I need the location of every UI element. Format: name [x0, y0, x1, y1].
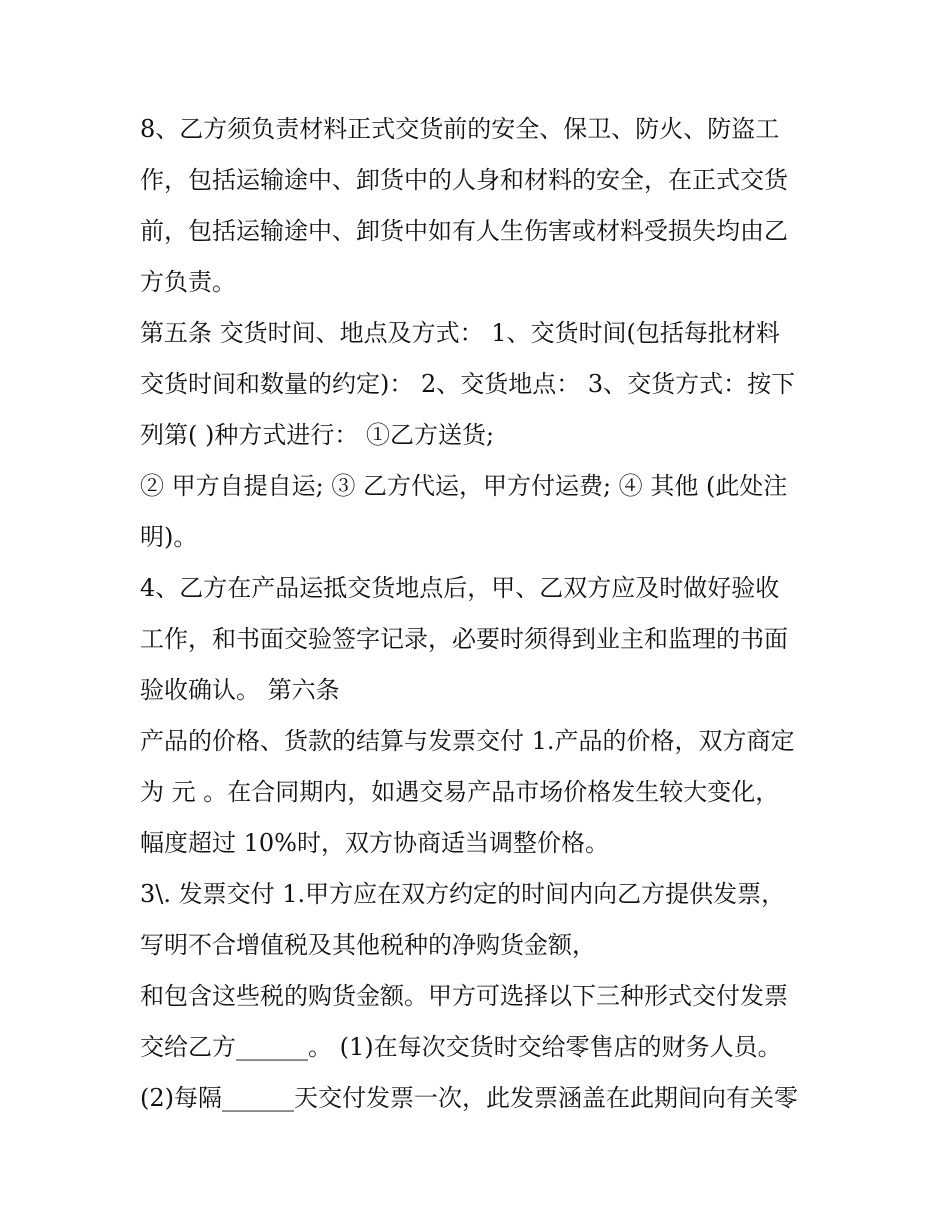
text-line: 列第( )种方式进行： ①乙方送货; — [140, 421, 495, 449]
text-line: 作，包括运输途中、卸货中的人身和材料的安全，在正式交货 — [140, 166, 788, 194]
text-line: ② 甲方自提自运; ③ 乙方代运，甲方付运费; ④ 其他 (此处注 — [140, 472, 788, 500]
text-line: 4、乙方在产品运抵交货地点后，甲、乙双方应及时做好验收 — [140, 574, 780, 602]
text-line: 验收确认。 第六条 — [140, 676, 340, 704]
text-line: 前，包括运输途中、卸货中如有人生伤害或材料受损失均由乙 — [140, 217, 788, 245]
text-line: 写明不合增值税及其他税种的净购货金额， — [140, 931, 596, 959]
document-body — [140, 104, 830, 1124]
text-line: 幅度超过 10%时，双方协商适当调整价格。 — [140, 829, 609, 857]
text-line: 和包含这些税的购货金额。甲方可选择以下三种形式交付发票 — [140, 982, 788, 1010]
text-line: 8、乙方须负责材料正式交货前的安全、保卫、防火、防盗工 — [140, 115, 780, 143]
text-line: (2)每隔______天交付发票一次，此发票涵盖在此期间向有关零 — [140, 1084, 798, 1112]
text-line: 产品的价格、货款的结算与发票交付 1.产品的价格，双方商定 — [140, 727, 795, 755]
text-line: 交货时间和数量的约定)： 2、交货地点： 3、交货方式：按下 — [140, 370, 796, 398]
text-line: 3\. 发票交付 1.甲方应在双方约定的时间内向乙方提供发票， — [140, 880, 786, 908]
text-line: 交给乙方______。 (1)在每次交货时交给零售店的财务人员。 — [140, 1033, 782, 1061]
text-line: 明)。 — [140, 523, 198, 551]
text-line: 为 元 。在合同期内，如遇交易产品市场价格发生较大变化， — [140, 778, 780, 806]
text-line: 方负责。 — [140, 268, 236, 296]
text-line: 第五条 交货时间、地点及方式： 1、交货时间(包括每批材料 — [140, 319, 780, 347]
text-line: 工作，和书面交验签字记录，必要时须得到业主和监理的书面 — [140, 625, 788, 653]
